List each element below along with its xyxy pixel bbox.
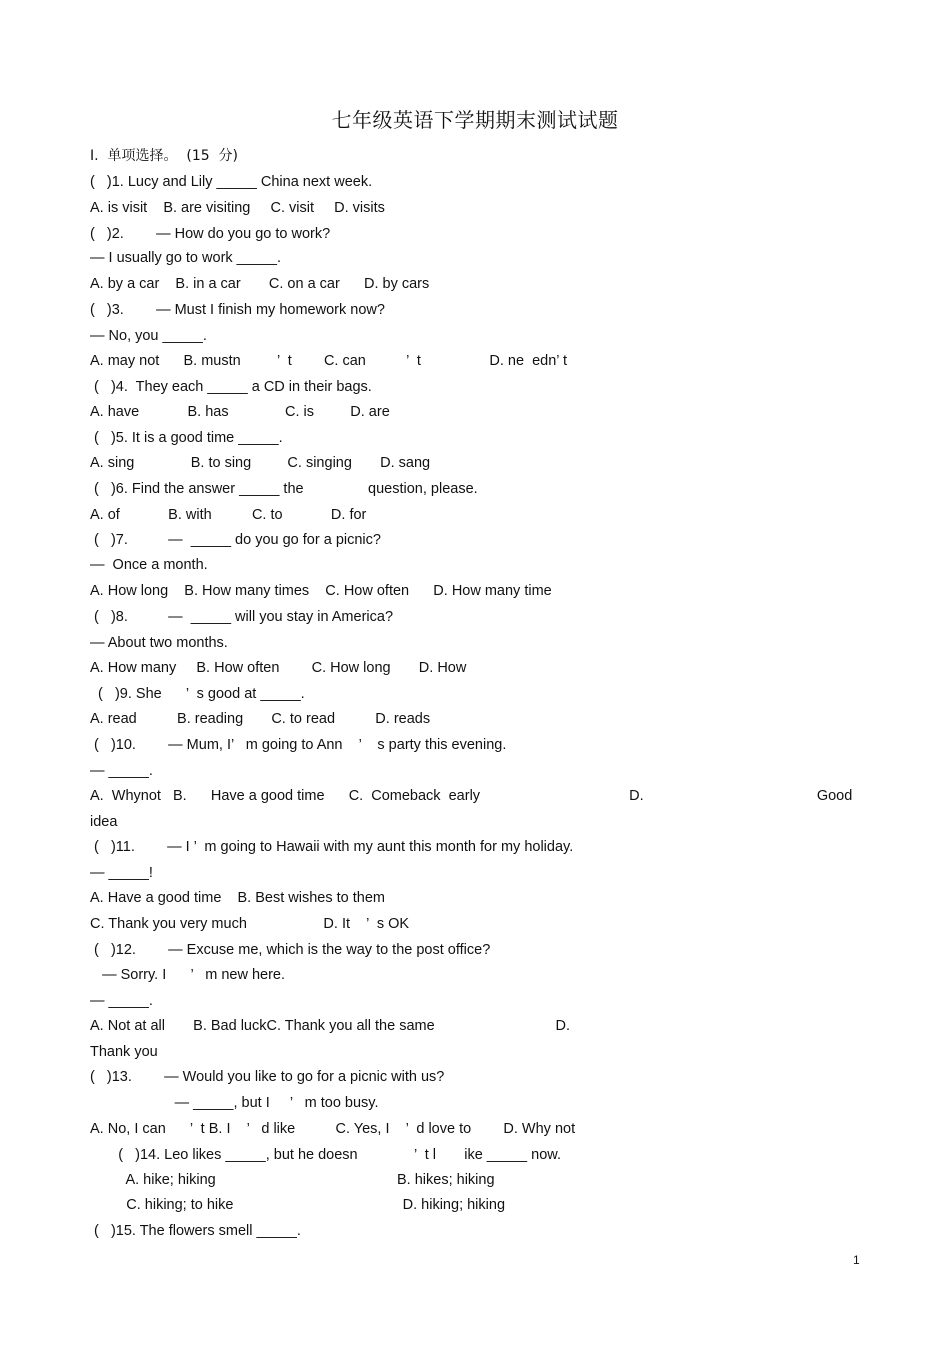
- answer-options: A. Whynot B. Have a good time C. Comeback early D. Good: [90, 788, 853, 804]
- answer-options: A. hike; hiking B. hikes; hiking: [90, 1172, 495, 1188]
- question-line: ( )8. — _____ will you stay in America?: [90, 609, 394, 625]
- answer-options: C. Thank you very much D. It ’ s OK: [90, 916, 410, 932]
- dialogue-line: — No, you _____.: [90, 328, 207, 344]
- answer-options: A. is visit B. are visiting C. visit D. visits: [90, 200, 385, 216]
- question-line: ( )6. Find the answer _____ the question, please.: [90, 481, 478, 497]
- question-line: ( )7. — _____ do you go for a picnic?: [90, 532, 381, 548]
- answer-options: C. hiking; to hike D. hiking; hiking: [90, 1197, 506, 1213]
- question-line: ( )12. — Excuse me, which is the way to the post office?: [90, 942, 491, 958]
- answer-options: A. sing B. to sing C. singing D. sang: [90, 455, 431, 471]
- dialogue-line: — _____!: [90, 865, 153, 881]
- question-line: ( )1. Lucy and Lily _____ China next week.: [90, 174, 373, 190]
- answer-options-continued: idea: [90, 814, 118, 830]
- question-line: ( )2. — How do you go to work?: [90, 226, 331, 242]
- answer-options-continued: Thank you: [90, 1044, 158, 1060]
- answer-options: A. How long B. How many times C. How often D. How many time: [90, 583, 552, 599]
- section-heading: Ⅰ. 单项选择。 (15 分): [90, 148, 239, 164]
- page-title: 七年级英语下学期期末测试试题: [331, 108, 619, 132]
- dialogue-line: — Once a month.: [90, 557, 208, 573]
- dialogue-line: — _____.: [90, 763, 153, 779]
- answer-options: A. How many B. How often C. How long D. How: [90, 660, 467, 676]
- page-number: 1: [853, 1253, 860, 1267]
- answer-options: A. have B. has C. is D. are: [90, 404, 390, 420]
- dialogue-line: — About two months.: [90, 635, 228, 651]
- question-line: ( )11. — I ’ m going to Hawaii with my aunt this month for my holiday.: [90, 839, 574, 855]
- answer-options: A. by a car B. in a car C. on a car D. by cars: [90, 276, 430, 292]
- answer-options: A. Have a good time B. Best wishes to them: [90, 890, 385, 906]
- dialogue-line: — _____, but I ’ m too busy.: [90, 1095, 379, 1111]
- answer-options: A. of B. with C. to D. for: [90, 507, 367, 523]
- answer-options: A. No, I can ’ t B. I ’ d like C. Yes, I ’ d love to D. Why not: [90, 1121, 576, 1137]
- dialogue-line: — _____.: [90, 993, 153, 1009]
- answer-options: A. Not at all B. Bad luckC. Thank you all the same D.: [90, 1018, 571, 1034]
- question-line: ( )14. Leo likes _____, but he doesn ’ t l ike _____ now.: [90, 1147, 561, 1163]
- question-line: ( )5. It is a good time _____.: [90, 430, 283, 446]
- question-line: ( )9. She ’ s good at _____.: [90, 686, 305, 702]
- question-line: ( )13. — Would you like to go for a picnic with us?: [90, 1069, 445, 1085]
- answer-options: A. read B. reading C. to read D. reads: [90, 711, 431, 727]
- dialogue-line: — I usually go to work _____.: [90, 250, 282, 266]
- question-line: ( )15. The flowers smell _____.: [90, 1223, 301, 1239]
- question-line: ( )10. — Mum, I’ m going to Ann ’ s party this evening.: [90, 737, 507, 753]
- dialogue-line: — Sorry. I ’ m new here.: [90, 967, 285, 983]
- answer-options: A. may not B. mustn ’ t C. can ’ t D. ne edn’ t: [90, 353, 568, 369]
- question-line: ( )3. — Must I finish my homework now?: [90, 302, 385, 318]
- question-line: ( )4. They each _____ a CD in their bags.: [90, 379, 372, 395]
